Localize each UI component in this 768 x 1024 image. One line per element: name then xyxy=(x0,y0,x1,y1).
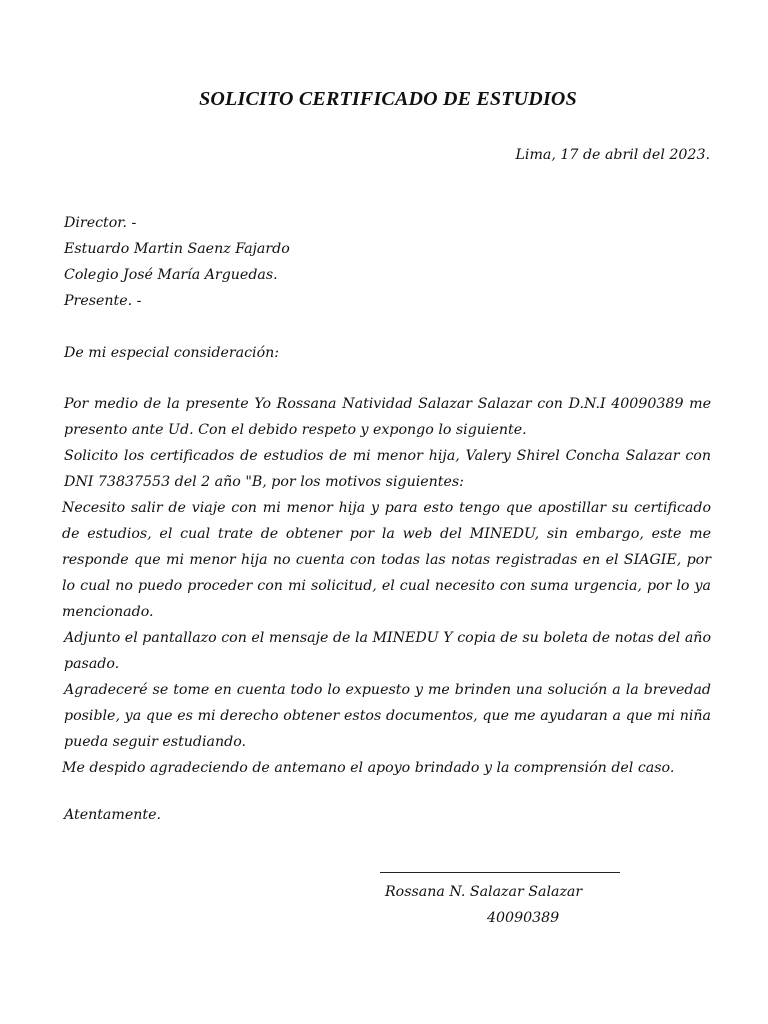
paragraph-reason: Necesito salir de viaje con mi menor hija y para esto tengo que apostillar su certificado de estudios, el cual trate de obtener por la web del MINEDU, sin embargo, este me responde que mi menor hija no cuenta con todas las notas registradas en el SIAGIE, por lo cual no puedo proceder con mi solicitud, el cual necesito con suma urgencia, por lo ya mencionado. xyxy=(62,500,711,620)
paragraph-attachments: Adjunto el pantallazo con el mensaje de la MINEDU Y copia de su boleta de notas del año pasado. xyxy=(64,630,711,672)
paragraph-introduction: Por medio de la presente Yo Rossana Natividad Salazar Salazar con D.N.I 40090389 me presento ante Ud. Con el debido respeto y expongo lo siguiente. xyxy=(64,396,711,438)
recipient-name: Estuardo Martin Saenz Fajardo xyxy=(64,241,290,257)
document-title: SOLICITO CERTIFICADO DE ESTUDIOS xyxy=(199,88,577,110)
recipient-title: Director. - xyxy=(64,215,137,231)
closing: Atentamente. xyxy=(64,807,161,823)
paragraph-thanks: Agradeceré se tome en cuenta todo lo expuesto y me brinden una solución a la brevedad posible, ya que es mi derecho obtener estos documentos, que me ayudaran a que mi niña pueda seguir estudiando. xyxy=(64,682,711,750)
date-line: Lima, 17 de abril del 2023. xyxy=(515,147,710,163)
signature-line xyxy=(380,872,620,873)
paragraph-farewell: Me despido agradeciendo de antemano el apoyo brindado y la comprensión del caso. xyxy=(62,760,675,776)
recipient-block xyxy=(64,210,290,314)
paragraph-request: Solicito los certificados de estudios de mi menor hija, Valery Shirel Concha Salazar con DNI 73837553 del 2 año "B, por los motivos siguientes: xyxy=(64,448,711,490)
greeting: De mi especial consideración: xyxy=(64,345,280,361)
recipient-presente: Presente. - xyxy=(64,293,142,309)
letter-body xyxy=(64,391,711,781)
recipient-institution: Colegio José María Arguedas. xyxy=(64,267,278,283)
signer-dni: 40090389 xyxy=(487,910,560,926)
signer-name: Rossana N. Salazar Salazar xyxy=(385,884,583,900)
